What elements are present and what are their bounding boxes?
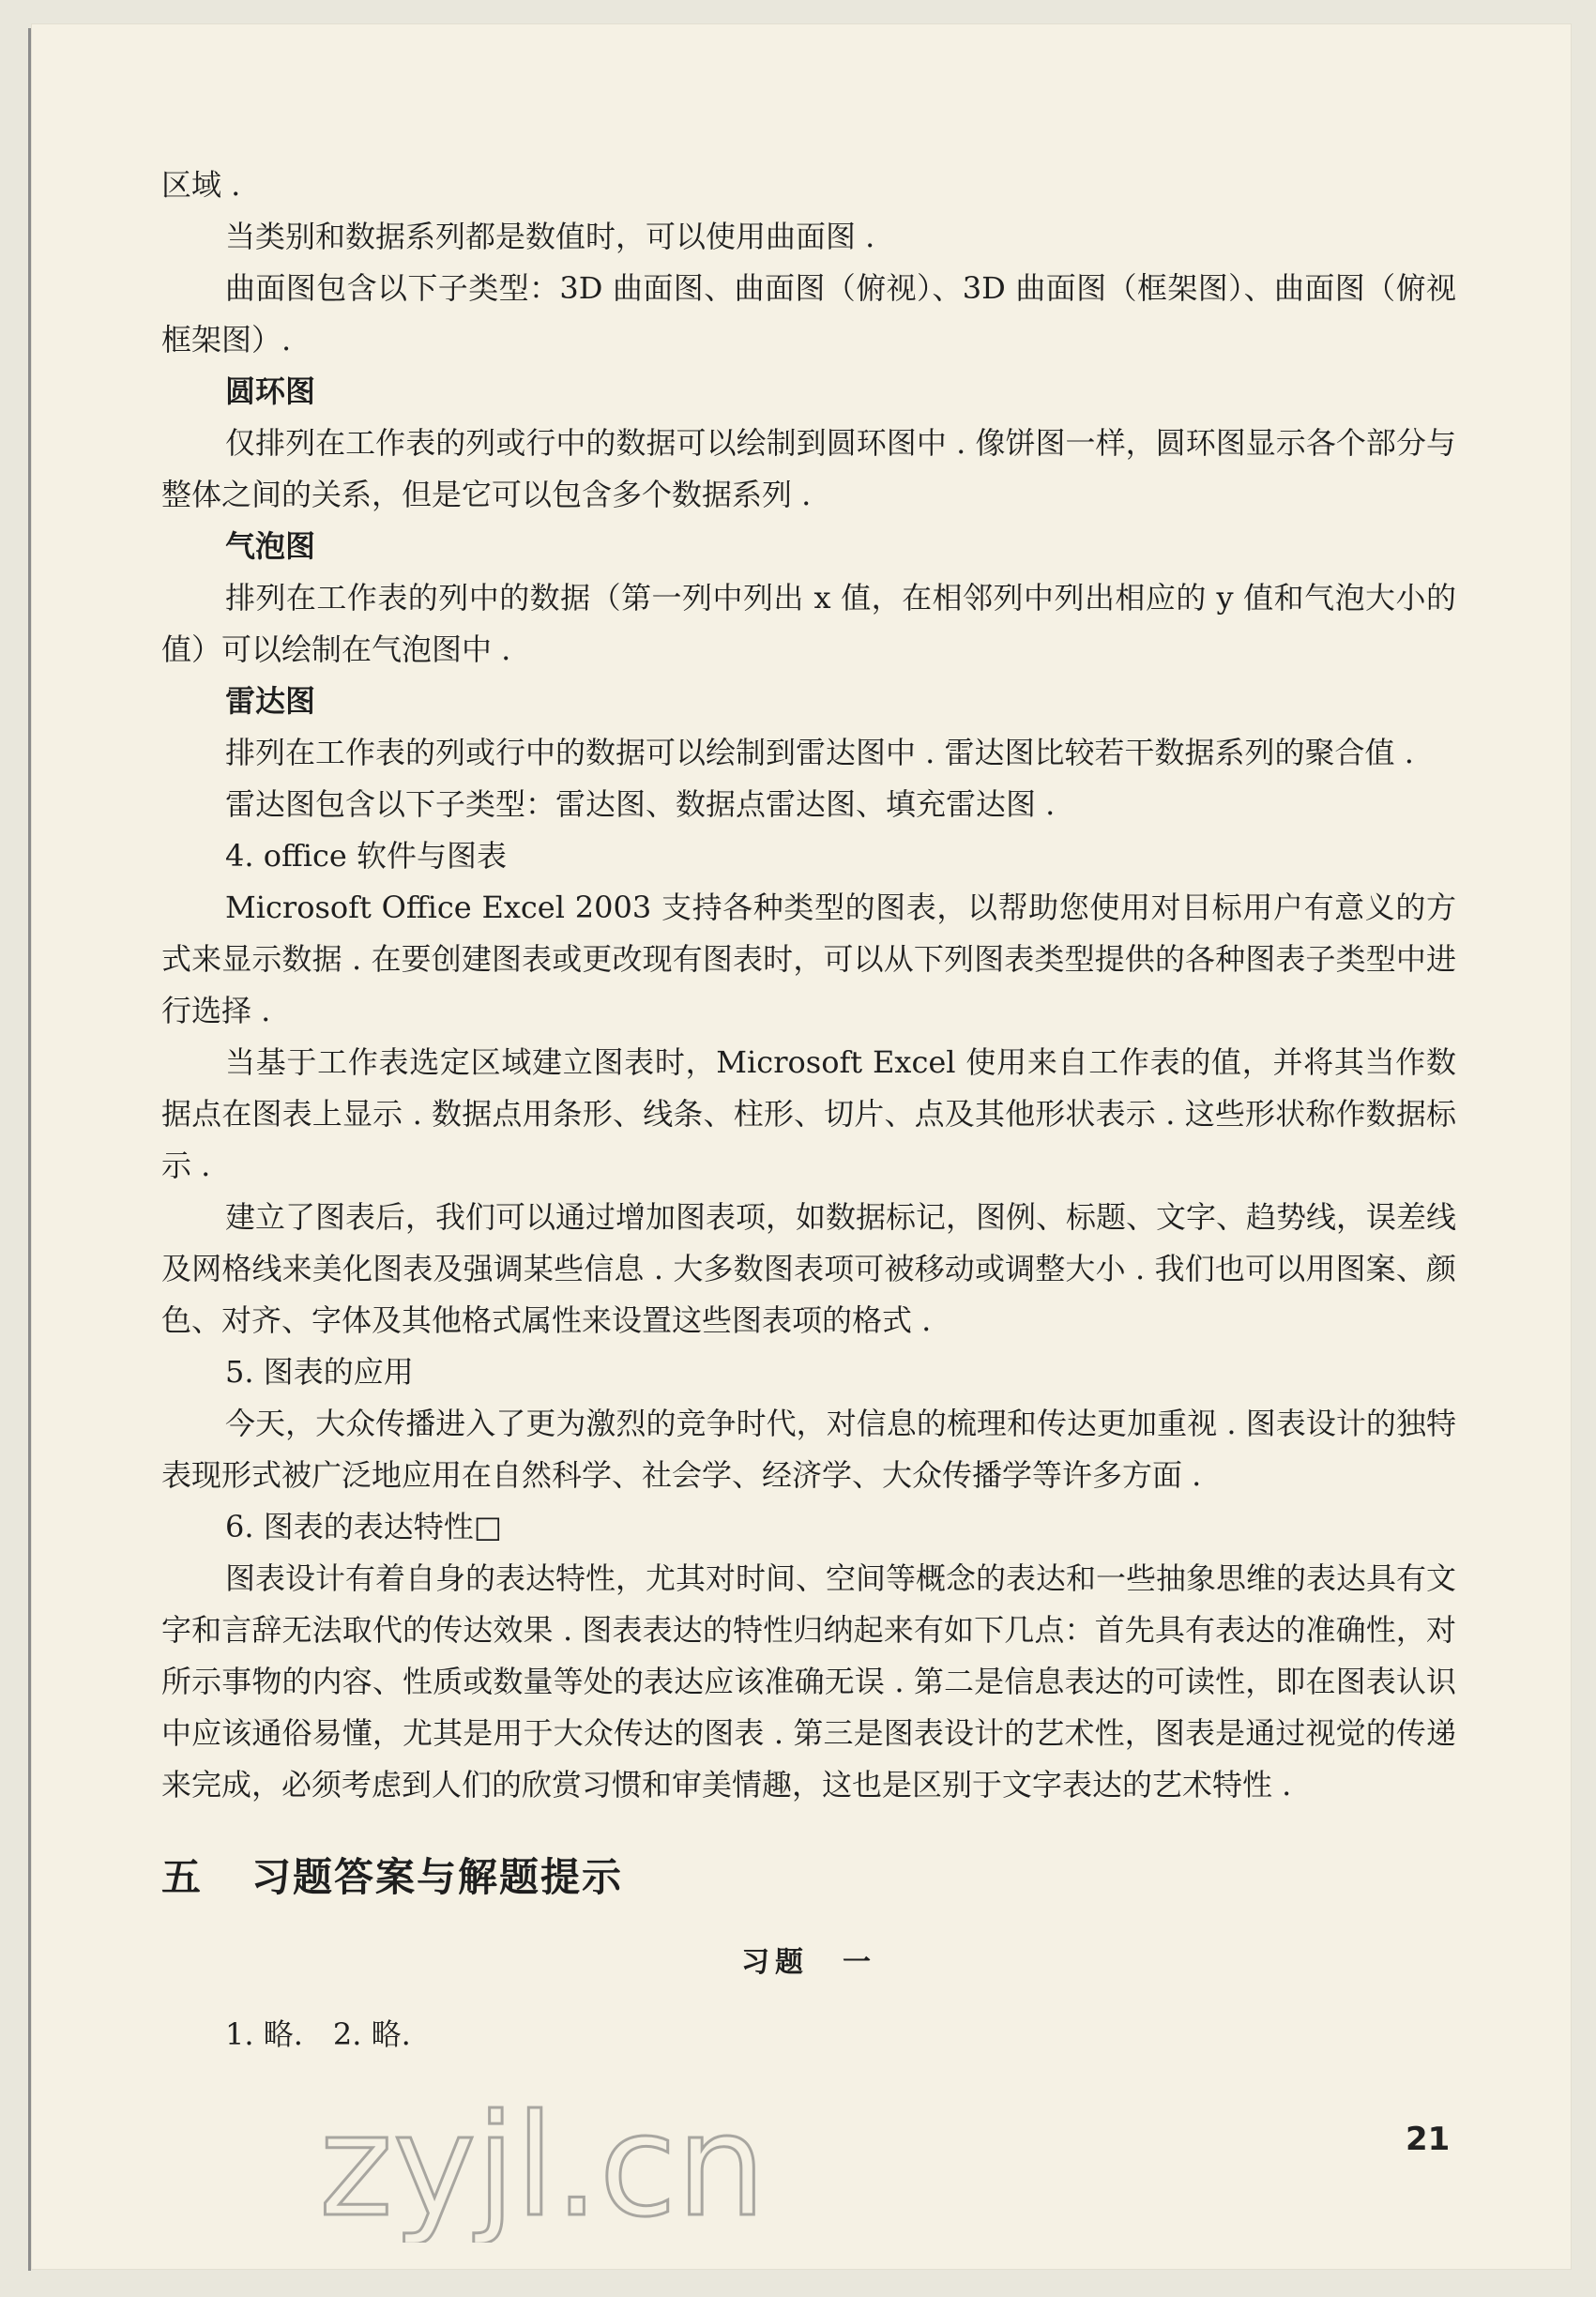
section-number: 五 (161, 1854, 204, 1900)
subheading-bubble-chart: 气泡图 (225, 528, 316, 564)
page-binding-edge (28, 28, 31, 2271)
paragraph: 仅排列在工作表的列或行中的数据可以绘制到圆环图中 . 像饼图一样，圆环图显示各个部分与整体之间的关系，但是它可以包含多个数据系列 . (161, 425, 1456, 512)
section-title-text: 习题答案与解题提示 (251, 1854, 624, 1900)
subheading-doughnut-chart: 圆环图 (225, 373, 316, 409)
numbered-heading-office: 4. office 软件与图表 (225, 838, 507, 874)
paragraph: 当类别和数据系列都是数值时，可以使用曲面图 . (225, 219, 875, 254)
exercise-title: 习题 一 (741, 1946, 876, 1979)
document-body (161, 160, 1456, 2061)
paragraph: 雷达图包含以下子类型：雷达图、数据点雷达图、填充雷达图 . (225, 786, 1056, 822)
watermark-logo (310, 2036, 798, 2243)
paragraph: Microsoft Office Excel 2003 支持各种类型的图表，以帮助您使用对目标用户有意义的方式来显示数据 . 在要创建图表或更改现有图表时，可以从下列图表类型提供的各种图表子类型中进行选择 . (161, 890, 1456, 1028)
paragraph: 当基于工作表选定区域建立图表时，Microsoft Excel 使用来自工作表的值，并将其当作数据点在图表上显示 . 数据点用条形、线条、柱形、切片、点及其他形状表示 . 这些形状称作数据标示 . (161, 1044, 1456, 1183)
exercise-answers: 1. 略. 2. 略. (225, 2016, 411, 2052)
paragraph: 排列在工作表的列或行中的数据可以绘制到雷达图中 . 雷达图比较若干数据系列的聚合值 . (225, 735, 1414, 770)
paragraph: 区域 . (161, 167, 241, 203)
page-number: 21 (1406, 2121, 1451, 2158)
numbered-heading-application: 5. 图表的应用 (225, 1354, 414, 1390)
subheading-radar-chart: 雷达图 (225, 683, 316, 719)
paragraph: 今天，大众传播进入了更为激烈的竞争时代，对信息的梳理和传达更加重视 . 图表设计的独特表现形式被广泛地应用在自然科学、社会学、经济学、大众传播学等许多方面 . (161, 1406, 1456, 1493)
paragraph: 排列在工作表的列中的数据（第一列中列出 x 值，在相邻列中列出相应的 y 值和气泡大小的值）可以绘制在气泡图中 . (161, 580, 1456, 667)
watermark-text: zyjl.cn (319, 2085, 767, 2243)
paragraph: 曲面图包含以下子类型：3D 曲面图、曲面图（俯视）、3D 曲面图（框架图）、曲面图（俯视框架图）. (161, 270, 1456, 357)
paragraph: 图表设计有着自身的表达特性，尤其对时间、空间等概念的表达和一些抽象思维的表达具有文字和言辞无法取代的传达效果 . 图表表达的特性归纳起来有如下几点：首先具有表达的准确性，对所示事物的内容、性质或数量等处的表达应该准确无误 . 第二是信息表达的可读性，即在图表认识中应该通俗易懂，尤其是用于大众传达的图表 . 第三是图表设计的艺术性，图表是通过视觉的传递来完成，必须考虑到人们的欣赏习惯和审美情趣，这也是区别于文字表达的艺术特性 . (161, 1560, 1457, 1803)
section-title (161, 1845, 1456, 1910)
paragraph: 建立了图表后，我们可以通过增加图表项，如数据标记，图例、标题、文字、趋势线，误差线及网格线来美化图表及强调某些信息 . 大多数图表项可被移动或调整大小 . 我们也可以用图案、颜色、对齐、字体及其他格式属性来设置这些图表项的格式 . (161, 1199, 1457, 1338)
numbered-heading-characteristics: 6. 图表的表达特性□ (225, 1509, 502, 1544)
